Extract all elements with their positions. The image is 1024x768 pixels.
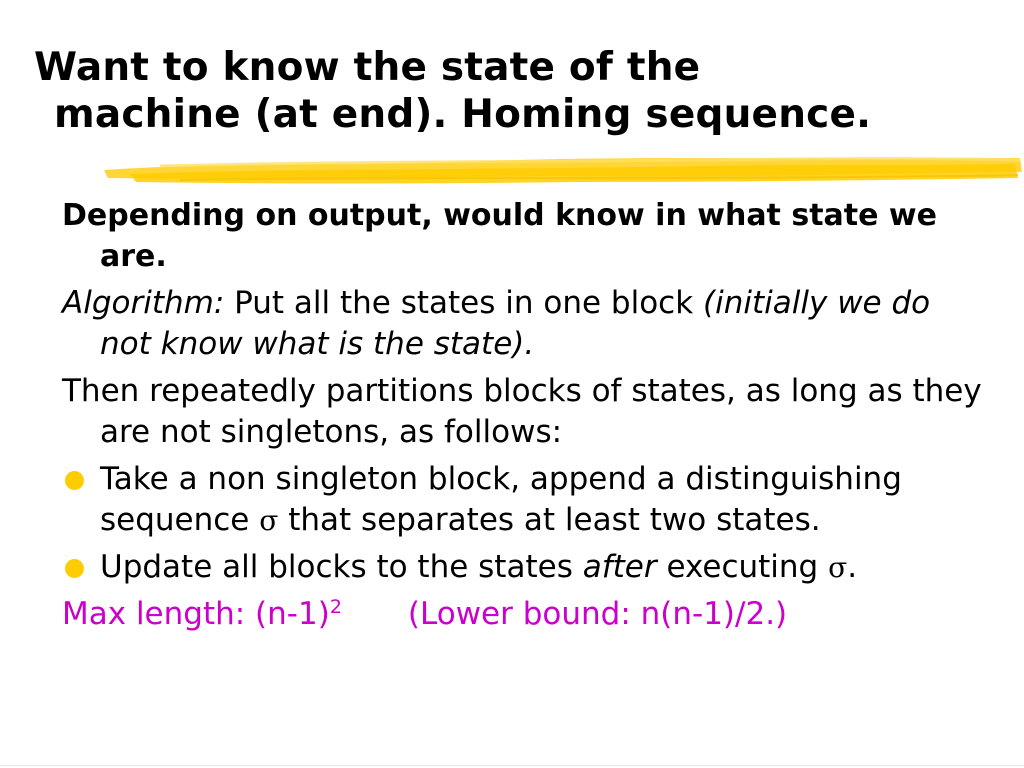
bullet-dot-icon	[65, 559, 84, 578]
bullet-text: Update all blocks to the states	[100, 549, 583, 585]
bullet-item-take-block	[62, 459, 982, 541]
max-length-label: Max length: (n-1)	[62, 596, 330, 632]
bullet-text-tail: .	[847, 549, 858, 585]
bullet-text-mid: executing	[656, 549, 829, 585]
max-length-line	[62, 594, 982, 635]
algorithm-text: Put all the states in one block	[224, 285, 704, 321]
title-line-1: Want to know the state of the	[34, 45, 701, 90]
algorithm-label: Algorithm:	[62, 285, 225, 321]
sigma-symbol: σ	[828, 551, 848, 584]
paragraph-algorithm	[62, 283, 982, 365]
lower-bound-note: (Lower bound: n(n-1)/2.)	[407, 596, 788, 632]
slide-body	[62, 195, 982, 641]
paragraph-text: Depending on output, would know in what state we are.	[62, 198, 937, 274]
highlighter-stroke	[100, 148, 1024, 188]
bullet-item-update-blocks	[62, 547, 982, 588]
bullet-text: Take a non singleton block, append a distinguishing sequence	[100, 461, 902, 538]
paragraph-repeatedly-partitions	[62, 371, 982, 453]
paragraph-depending-on-output	[62, 195, 982, 277]
paragraph-text: Then repeatedly partitions blocks of states, as long as they are not singletons, as follows:	[62, 373, 982, 450]
title-line-2: machine (at end). Homing sequence.	[54, 92, 872, 137]
bullet-text-tail: that separates at least two states.	[278, 502, 821, 538]
slide-title	[34, 44, 994, 138]
bullet-dot-icon	[65, 471, 84, 490]
max-length-exponent: 2	[329, 596, 342, 618]
after-emphasis: after	[582, 549, 657, 585]
algorithm-italic-note: (initially we do not know what is the state).	[100, 285, 931, 362]
sigma-symbol: σ	[259, 504, 279, 537]
bottom-divider	[0, 765, 1024, 766]
